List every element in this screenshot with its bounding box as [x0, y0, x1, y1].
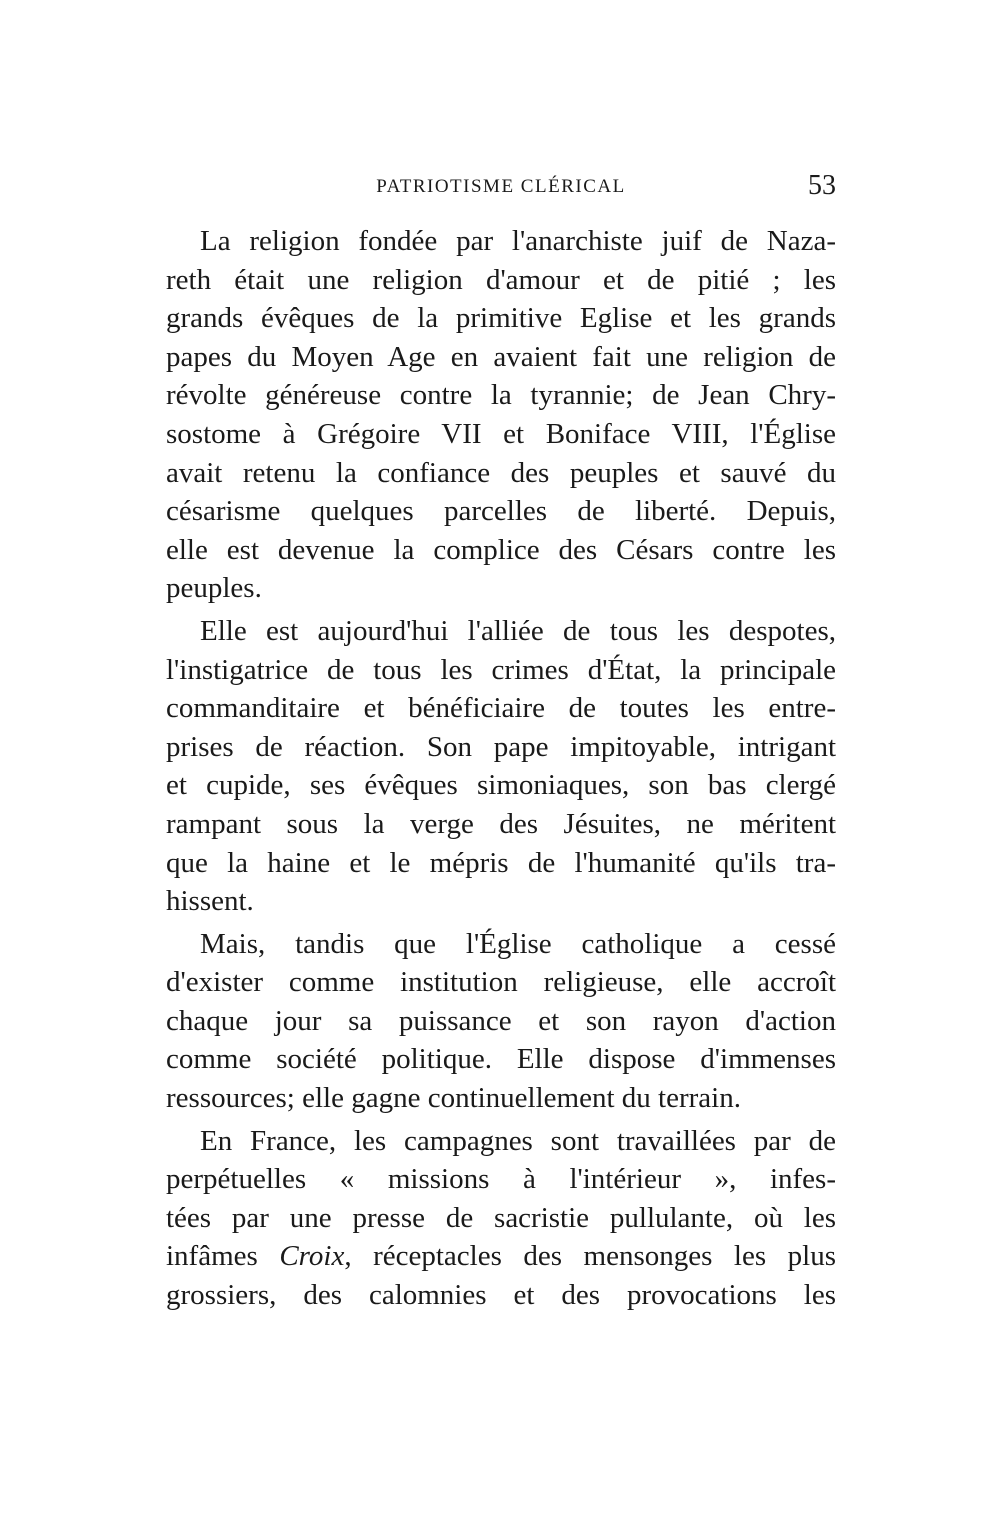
text-line: ressources; elle gagne continuellement du terrain. — [166, 1082, 741, 1115]
text-line: elle est devenue la complice des Césars contre les — [166, 533, 836, 566]
text-line: révolte généreuse contre la tyrannie; de Jean Chry- — [166, 379, 836, 412]
text-line: prises de réaction. Son pape impitoyable, intrigant — [166, 730, 836, 763]
text-line: d'exister comme institution religieuse, elle accroît — [166, 966, 836, 999]
running-head — [166, 172, 836, 202]
text-line: comme société politique. Elle dispose d'immenses — [166, 1043, 836, 1076]
paragraph-2 — [166, 612, 836, 921]
text-line: Elle est aujourd'hui l'alliée de tous les despotes, — [200, 614, 836, 647]
text-segment: infâmes — [166, 1240, 280, 1273]
text-line: reth était une religion d'amour et de pitié ; les — [166, 263, 836, 296]
text-line: l'instigatrice de tous les crimes d'État, la principale — [166, 653, 836, 686]
paragraph-1 — [166, 222, 836, 608]
text-line: grands évêques de la primitive Eglise et les grands — [166, 302, 836, 335]
paragraph-4 — [166, 1122, 836, 1315]
text-segment: , réceptacles des mensonges les plus — [344, 1240, 836, 1273]
text-line: césarisme quelques parcelles de liberté. Depuis, — [166, 495, 836, 528]
text-line: avait retenu la confiance des peuples et sauvé du — [166, 456, 836, 489]
text-line: grossiers, des calomnies et des provocations les — [166, 1279, 836, 1312]
text-line: commanditaire et bénéficiaire de toutes les entre- — [166, 692, 836, 725]
page-number: 53 — [808, 170, 836, 201]
text-line: et cupide, ses évêques simoniaques, son bas clergé — [166, 769, 836, 802]
running-title: PATRIOTISME CLÉRICAL — [376, 176, 626, 197]
text-line: En France, les campagnes sont travaillées par de — [200, 1124, 836, 1157]
text-line: chaque jour sa puissance et son rayon d'action — [166, 1004, 836, 1037]
text-line: rampant sous la verge des Jésuites, ne méritent — [166, 807, 836, 840]
text-line: perpétuelles « missions à l'intérieur », infes- — [166, 1163, 836, 1196]
text-line: Mais, tandis que l'Église catholique a cessé — [200, 927, 836, 960]
text-line: papes du Moyen Age en avaient fait une religion de — [166, 340, 836, 373]
text-line: tées par une presse de sacristie pullulante, où les — [166, 1201, 836, 1234]
body-text — [166, 222, 836, 1315]
text-line: sostome à Grégoire VII et Boniface VIII, l'Église — [166, 417, 836, 450]
text-line: La religion fondée par l'anarchiste juif de Naza- — [200, 225, 836, 257]
paragraph-3 — [166, 925, 836, 1118]
text-line: que la haine et le mépris de l'humanité qu'ils tra- — [166, 846, 836, 879]
text-line: peuples. — [166, 572, 262, 605]
text-line: hissent. — [166, 885, 254, 918]
italic-title-croix: Croix — [279, 1240, 345, 1273]
text-line-with-italic — [166, 1237, 836, 1276]
